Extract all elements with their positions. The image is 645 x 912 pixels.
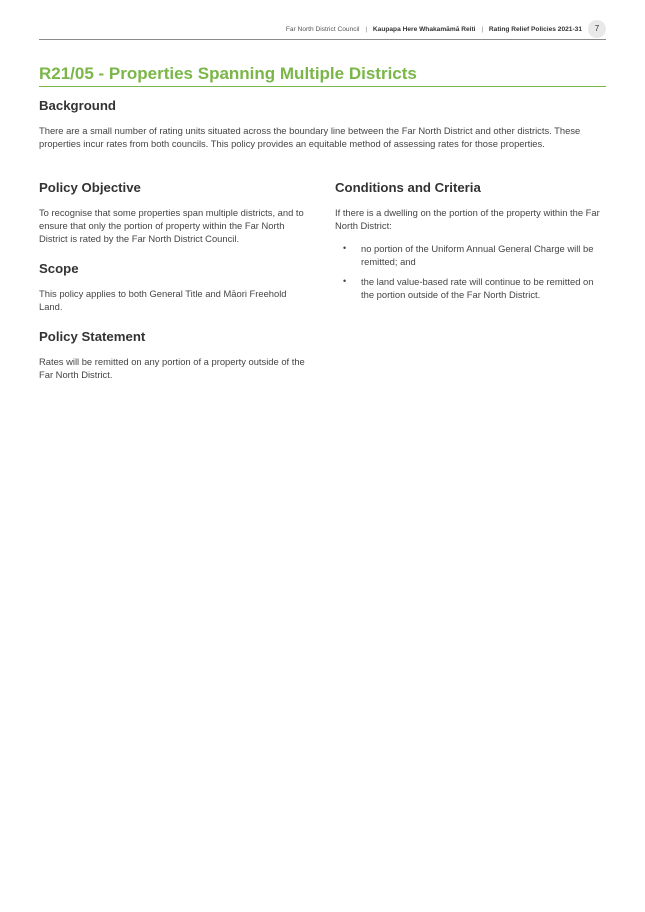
header-separator: |	[481, 26, 484, 33]
list-item	[335, 275, 606, 301]
background-heading: Background	[39, 98, 116, 113]
left-column	[39, 180, 311, 381]
header-org: Far North District Council	[285, 26, 360, 33]
page-header	[39, 20, 606, 40]
conditions-list	[335, 242, 606, 301]
page-number: 7	[588, 20, 606, 38]
header-section: Rating Relief Policies 2021-31	[488, 26, 582, 33]
policy-statement-section	[39, 329, 311, 381]
bullet-icon: •	[343, 276, 347, 286]
header-separator: |	[365, 26, 368, 33]
policy-objective-text: To recognise that some properties span multiple districts, and to ensure that only the portion of property within the Far North District is rated by the Far North District Council.	[39, 207, 304, 244]
scope-text: This policy applies to both General Title and Māori Freehold Land.	[39, 288, 287, 312]
scope-section	[39, 261, 311, 313]
right-column	[335, 180, 606, 308]
background-section	[39, 98, 606, 150]
running-header	[286, 26, 582, 33]
list-item	[335, 242, 606, 268]
conditions-section	[335, 180, 606, 301]
policy-statement-heading: Policy Statement	[39, 329, 146, 344]
scope-heading: Scope	[39, 261, 79, 276]
policy-objective-section	[39, 180, 311, 245]
bullet-icon: •	[343, 243, 347, 253]
policy-statement-text: Rates will be remitted on any portion of a property outside of the Far North District.	[39, 356, 305, 380]
background-text: There are a small number of rating units situated across the boundary line between the Far North District and other districts. These properties incur rates from both councils. This policy provides an equitable method of assessing rates for those properties.	[39, 125, 581, 149]
list-item-text: the land value-based rate will continue to be remitted on the portion outside of the Far North District.	[361, 276, 594, 300]
list-item-text: no portion of the Uniform Annual General Charge will be remitted; and	[361, 243, 594, 267]
header-doc-title: Kaupapa Here Whakamāmā Reiti	[372, 26, 476, 33]
conditions-heading: Conditions and Criteria	[335, 180, 481, 195]
page-title: R21/05 - Properties Spanning Multiple Districts	[39, 64, 606, 87]
conditions-intro: If there is a dwelling on the portion of the property within the Far North District:	[335, 207, 600, 231]
policy-objective-heading: Policy Objective	[39, 180, 141, 195]
